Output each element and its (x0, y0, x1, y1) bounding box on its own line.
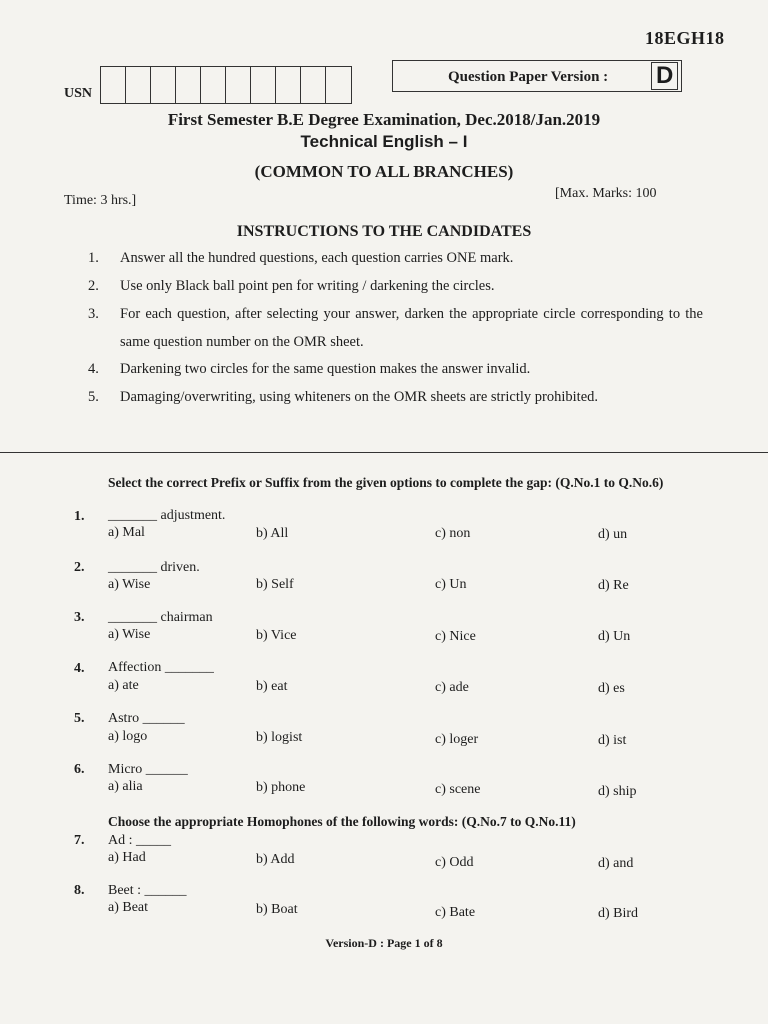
instruction-number: 1. (88, 250, 99, 266)
option-b: b) Add (256, 852, 295, 867)
usn-box (251, 67, 276, 103)
option-a: a) alia (108, 779, 143, 794)
question-number: 4. (74, 661, 85, 676)
question-number: 8. (74, 883, 85, 898)
question-number: 7. (74, 833, 85, 848)
option-c: c) Bate (435, 905, 476, 920)
option-c: c) Odd (435, 855, 474, 870)
question-stem: _______ driven. (108, 560, 200, 575)
version-value: D (651, 62, 678, 90)
section-heading-homophones: Choose the appropriate Homophones of the following words: (Q.No.7 to Q.No.11) (108, 814, 576, 829)
question-number: 3. (74, 610, 85, 625)
option-d: d) Un (598, 629, 631, 644)
option-b: b) eat (256, 679, 288, 694)
common-branches: (COMMON TO ALL BRANCHES) (254, 162, 514, 181)
instruction-number: 4. (88, 361, 99, 377)
option-b: b) logist (256, 730, 303, 745)
question-stem: Beet : ______ (108, 883, 187, 898)
instruction-number: 5. (88, 389, 99, 405)
usn-box (151, 67, 176, 103)
option-c: c) Un (435, 577, 467, 592)
question-number: 2. (74, 560, 85, 575)
question-stem: _______ chairman (108, 610, 213, 625)
usn-box (276, 67, 301, 103)
option-c: c) Nice (435, 629, 476, 644)
option-b: b) Boat (256, 902, 298, 917)
option-a: a) logo (108, 729, 148, 744)
option-b: b) Vice (256, 628, 297, 643)
option-b: b) Self (256, 577, 294, 592)
question-number: 6. (74, 762, 85, 777)
option-c: c) non (435, 526, 471, 541)
question-stem: _______ adjustment. (108, 508, 226, 523)
option-a: a) Beat (108, 900, 149, 915)
question-stem: Micro ______ (108, 762, 188, 777)
option-a: a) Had (108, 850, 146, 865)
option-d: d) un (598, 527, 628, 542)
instruction-text: For each question, after selecting your answer, darken the appropriate circle corresponding to the same question number on the OMR sheet. (120, 306, 703, 350)
page-footer: Version-D : Page 1 of 8 (325, 936, 443, 950)
question-stem: Affection _______ (108, 660, 214, 675)
version-box (392, 60, 682, 92)
option-d: d) es (598, 681, 625, 696)
option-b: b) All (256, 526, 289, 541)
option-a: a) Wise (108, 627, 151, 642)
option-a: a) Mal (108, 525, 145, 540)
section-divider (0, 452, 768, 453)
instruction-number: 2. (88, 278, 99, 294)
instructions-heading: INSTRUCTIONS TO THE CANDIDATES (236, 223, 532, 240)
version-label: Question Paper Version : (448, 69, 609, 85)
question-stem: Ad : _____ (108, 833, 171, 848)
usn-box (126, 67, 151, 103)
option-d: d) ship (598, 784, 637, 799)
usn-box (201, 67, 226, 103)
usn-boxes (100, 66, 352, 104)
instruction-text: Darkening two circles for the same question makes the answer invalid. (120, 361, 531, 377)
instruction-item (88, 244, 703, 272)
max-marks: [Max. Marks: 100 (555, 186, 657, 201)
instruction-text: Answer all the hundred questions, each question carries ONE mark. (120, 250, 514, 266)
exam-time: Time: 3 hrs.] (64, 193, 137, 208)
question-number: 5. (74, 711, 85, 726)
exam-title: First Semester B.E Degree Examination, Dec.2018/Jan.2019 (167, 110, 601, 129)
usn-box (301, 67, 326, 103)
option-a: a) Wise (108, 577, 151, 592)
option-c: c) scene (435, 782, 481, 797)
question-stem: Astro ______ (108, 711, 185, 726)
option-c: c) loger (435, 732, 479, 747)
instruction-number: 3. (88, 306, 99, 322)
option-d: d) Re (598, 578, 629, 593)
question-number: 1. (74, 509, 85, 524)
option-b: b) phone (256, 780, 306, 795)
instruction-item (88, 272, 703, 300)
usn-box (176, 67, 201, 103)
instruction-text: Use only Black ball point pen for writing / darkening the circles. (120, 278, 495, 294)
usn-box (101, 67, 126, 103)
usn-box (226, 67, 251, 103)
option-c: c) ade (435, 680, 469, 695)
instruction-item (88, 383, 703, 411)
paper-code: 18EGH18 (645, 28, 725, 48)
section-heading-prefix-suffix: Select the correct Prefix or Suffix from the given options to complete the gap: (Q.No.1 to Q.No.6) (108, 475, 664, 490)
option-a: a) ate (108, 678, 139, 693)
usn-box (326, 67, 351, 103)
option-d: d) ist (598, 733, 627, 748)
instruction-item (88, 300, 703, 356)
instruction-text: Damaging/overwriting, using whiteners on the OMR sheets are strictly prohibited. (120, 389, 599, 405)
instruction-item (88, 355, 703, 383)
option-d: d) and (598, 856, 634, 871)
usn-label: USN (64, 86, 93, 101)
subject-title: Technical English – I (300, 132, 468, 151)
option-d: d) Bird (598, 906, 639, 921)
